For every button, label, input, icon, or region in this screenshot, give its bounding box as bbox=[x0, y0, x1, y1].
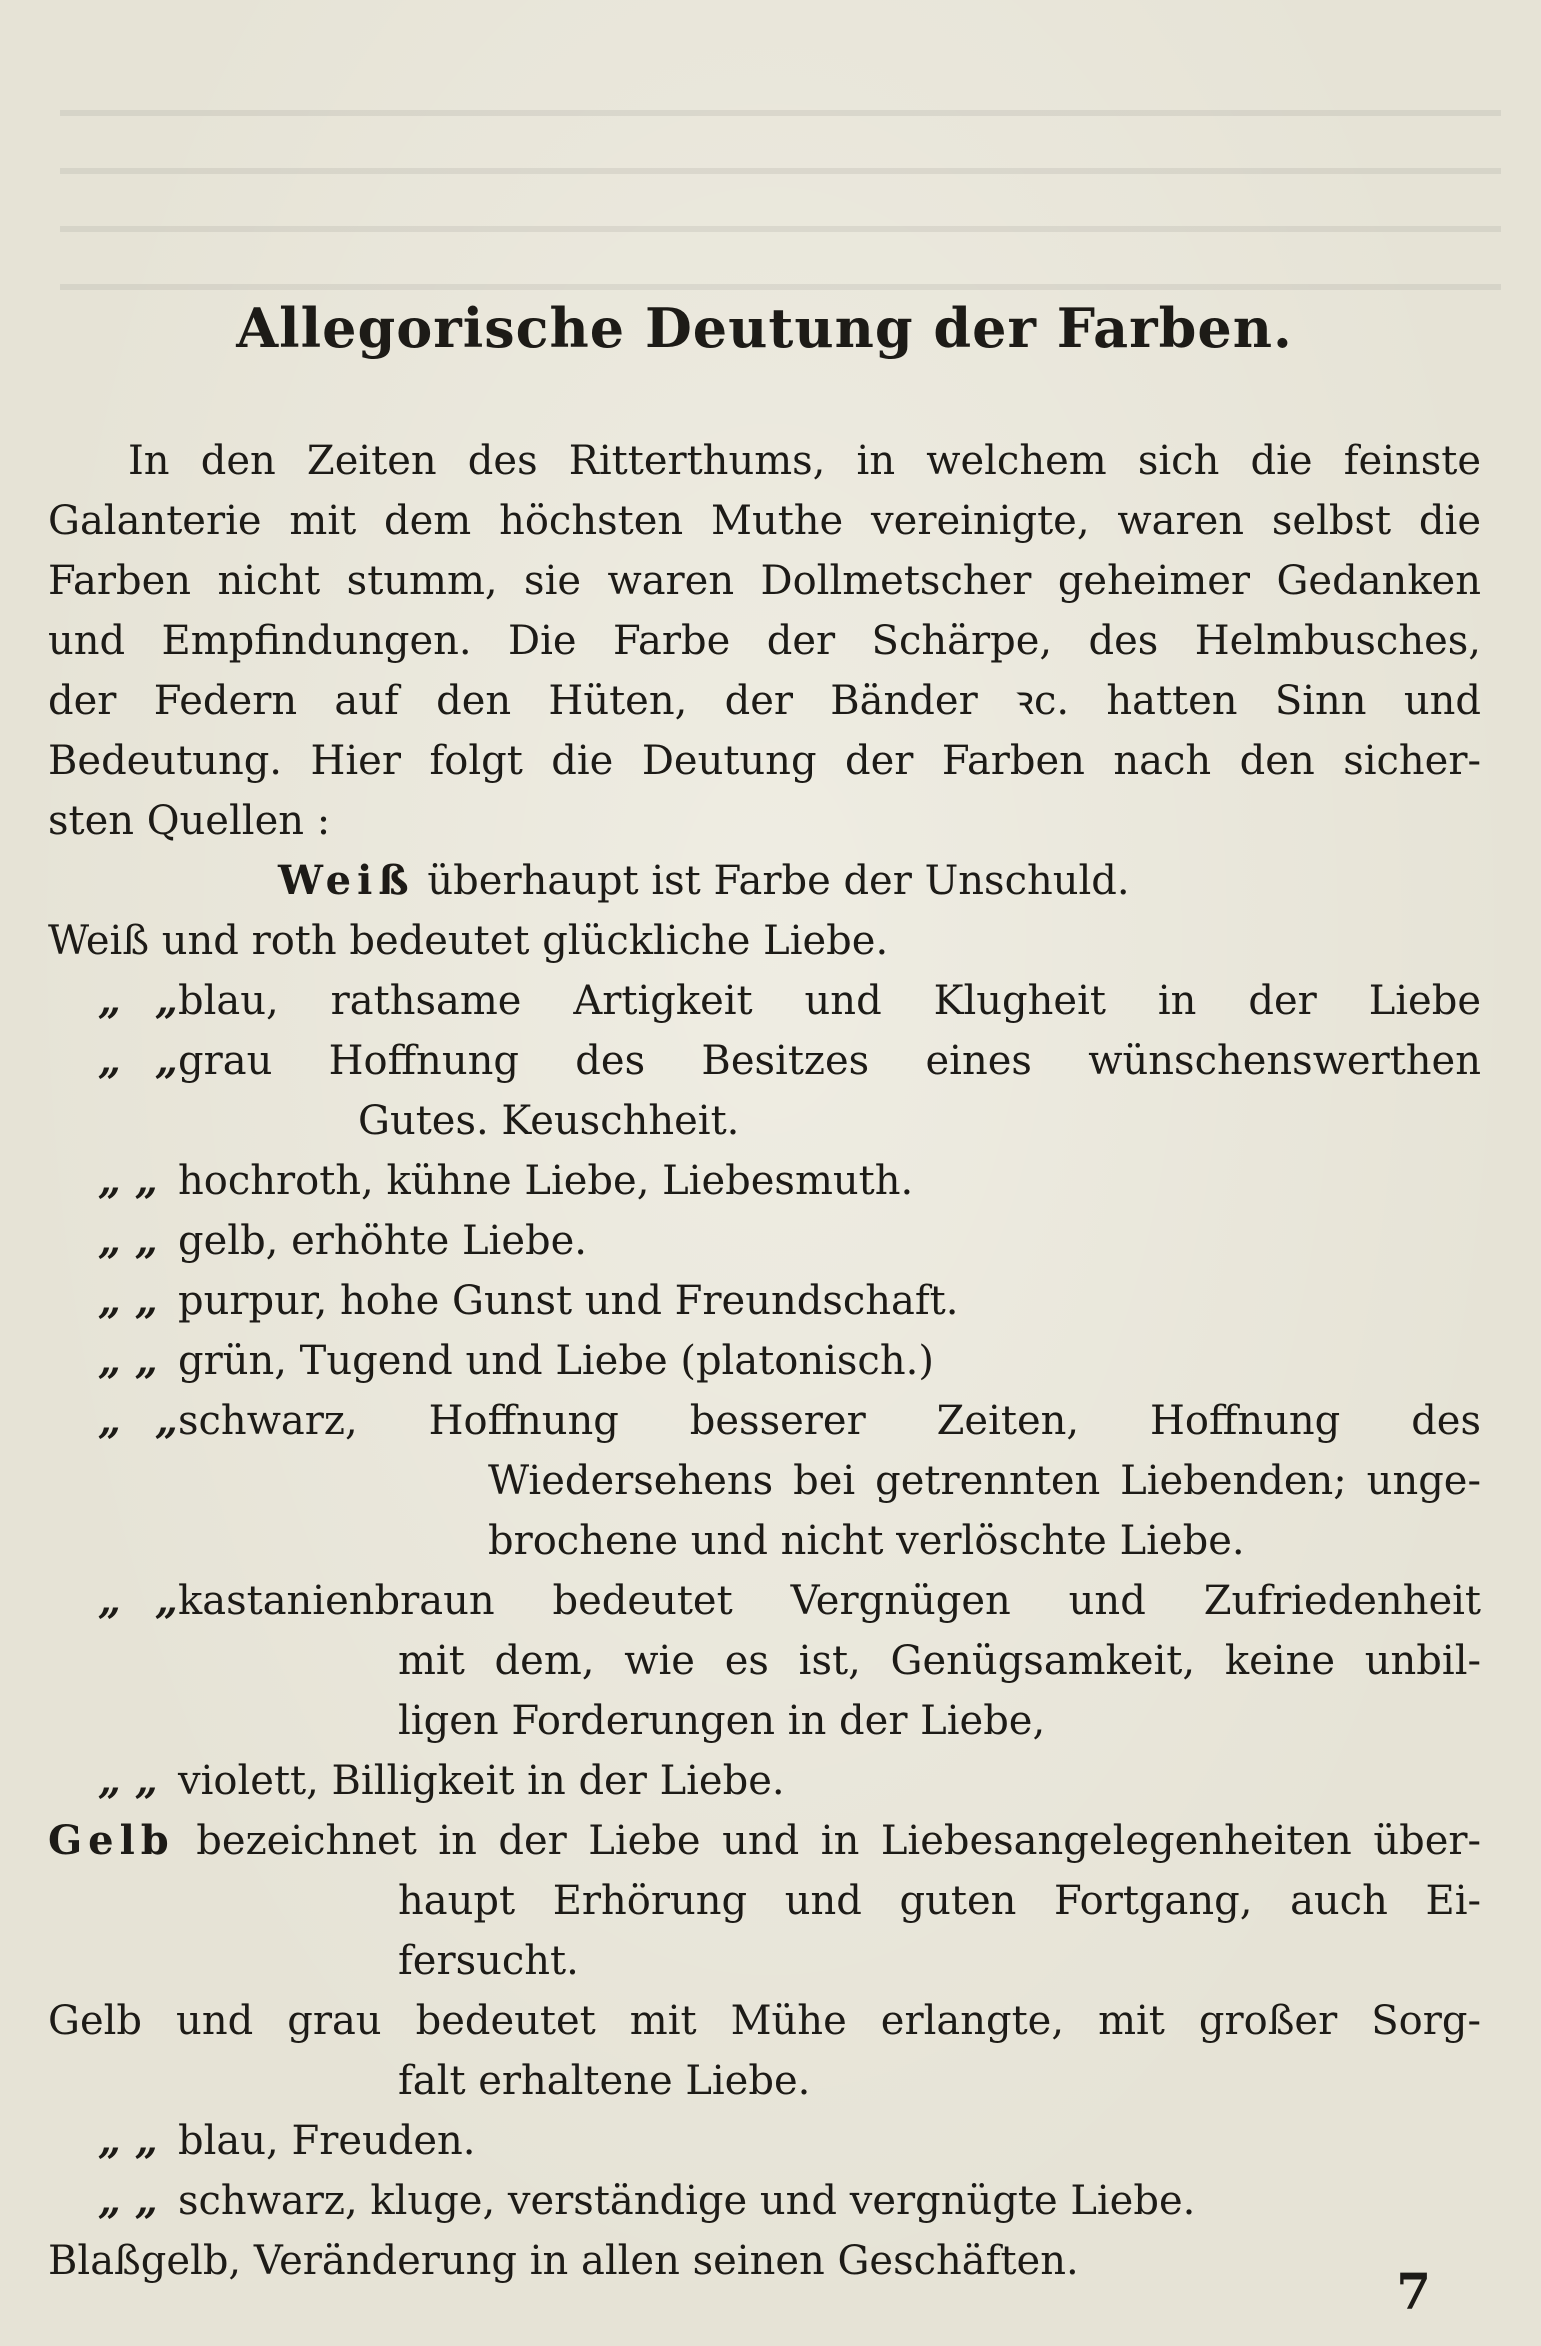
gelb-grau-continuation: falt erhaltene Liebe. bbox=[398, 2058, 811, 2104]
entry-line bbox=[98, 1757, 1481, 1805]
intro-line: der Federn auf den Hüten, der Bänder ꝛc. hatten Sinn und bbox=[48, 678, 1481, 724]
page-title: Allegorische Deutung der Farben. bbox=[236, 296, 1293, 360]
intro-line: Galanterie mit dem höchsten Muthe vereinigte, waren selbst die bbox=[48, 498, 1481, 544]
entry-line bbox=[98, 1337, 1481, 1385]
entry-continuation: Gutes. Keuschheit. bbox=[358, 1098, 740, 1144]
ditto-mark: „ „ bbox=[98, 1757, 158, 1804]
color-word: Gelb bbox=[48, 1817, 175, 1864]
entry-text: gelb, erhöhte Liebe. bbox=[178, 1218, 587, 1264]
entry-continuation: brochene und nicht verlöschte Liebe. bbox=[488, 1518, 1245, 1564]
weiss-roth-line: Weiß und roth bedeutet glückliche Liebe. bbox=[48, 918, 889, 964]
entry-text: schwarz, kluge, verständige und vergnügte Liebe. bbox=[178, 2178, 1196, 2224]
entry-line bbox=[98, 1577, 1481, 1625]
entry-line bbox=[98, 1397, 1481, 1445]
ditto-mark: „ „ bbox=[98, 1157, 158, 1204]
ditto-mark: „ „ bbox=[98, 2117, 158, 2164]
ditto-mark: „ „ bbox=[98, 1217, 158, 1264]
entry-line bbox=[98, 1277, 1481, 1325]
entry-text: schwarz, Hoffnung besserer Zeiten, Hoffnung des bbox=[178, 1398, 1481, 1444]
entry-line bbox=[98, 977, 1481, 1025]
gelb-continuation: fersucht. bbox=[398, 1938, 579, 1984]
gelb-heading bbox=[48, 1817, 1481, 1865]
entry-text: blau, Freuden. bbox=[178, 2118, 476, 2164]
intro-line: sten Quellen : bbox=[48, 798, 331, 844]
entry-line bbox=[98, 1217, 1481, 1265]
entry-text: kastanienbraun bedeutet Vergnügen und Zufriedenheit bbox=[178, 1578, 1481, 1624]
entry-line bbox=[98, 2177, 1481, 2225]
entry-continuation: Wiedersehens bei getrennten Liebenden; unge- bbox=[488, 1458, 1481, 1504]
ditto-mark: „ „ bbox=[98, 1277, 158, 1324]
ditto-mark: „ „ bbox=[98, 1577, 178, 1624]
entry-text: grau Hoffnung des Besitzes eines wünschenswerthen bbox=[178, 1038, 1481, 1084]
entry-line bbox=[98, 1037, 1481, 1085]
intro-line: und Empfindungen. Die Farbe der Schärpe, des Helmbusches, bbox=[48, 618, 1481, 664]
weiss-heading-text: überhaupt ist Farbe der Unschuld. bbox=[414, 858, 1130, 904]
ditto-mark: „ „ bbox=[98, 1037, 178, 1084]
page-content bbox=[48, 0, 1481, 2346]
intro-line: In den Zeiten des Ritterthums, in welchem sich die feinste bbox=[128, 438, 1481, 484]
gelb-continuation: haupt Erhörung und guten Fortgang, auch Ei- bbox=[398, 1878, 1481, 1924]
entry-continuation: ligen Forderungen in der Liebe, bbox=[398, 1698, 1046, 1744]
color-word: Weiß bbox=[278, 857, 415, 904]
entry-line bbox=[98, 1157, 1481, 1205]
entry-text: violett, Billigkeit in der Liebe. bbox=[178, 1758, 785, 1804]
blassgelb-line: Blaßgelb, Veränderung in allen seinen Geschäften. bbox=[48, 2238, 1079, 2284]
ditto-mark: „ „ bbox=[98, 2177, 158, 2224]
entry-continuation: mit dem, wie es ist, Genügsamkeit, keine unbil- bbox=[398, 1638, 1481, 1684]
gelb-heading-text: bezeichnet in der Liebe und in Liebesangelegenheiten über- bbox=[174, 1818, 1481, 1864]
entry-text: hochroth, kühne Liebe, Liebesmuth. bbox=[178, 1158, 914, 1204]
entry-text: purpur, hohe Gunst und Freundschaft. bbox=[178, 1278, 959, 1324]
entry-text: blau, rathsame Artigkeit und Klugheit in der Liebe bbox=[178, 978, 1481, 1024]
entry-text: grün, Tugend und Liebe (platonisch.) bbox=[178, 1338, 934, 1384]
intro-line: Bedeutung. Hier folgt die Deutung der Farben nach den sicher- bbox=[48, 738, 1481, 784]
entry-line bbox=[98, 2117, 1481, 2165]
weiss-heading bbox=[278, 857, 1481, 905]
ditto-mark: „ „ bbox=[98, 1337, 158, 1384]
ditto-mark: „ „ bbox=[98, 1397, 178, 1444]
intro-line: Farben nicht stumm, sie waren Dollmetscher geheimer Gedanken bbox=[48, 558, 1481, 604]
gelb-grau-line: Gelb und grau bedeutet mit Mühe erlangte, mit großer Sorg- bbox=[48, 1998, 1481, 2044]
page-number: 7 bbox=[1396, 2262, 1431, 2321]
ditto-mark: „ „ bbox=[98, 977, 178, 1024]
